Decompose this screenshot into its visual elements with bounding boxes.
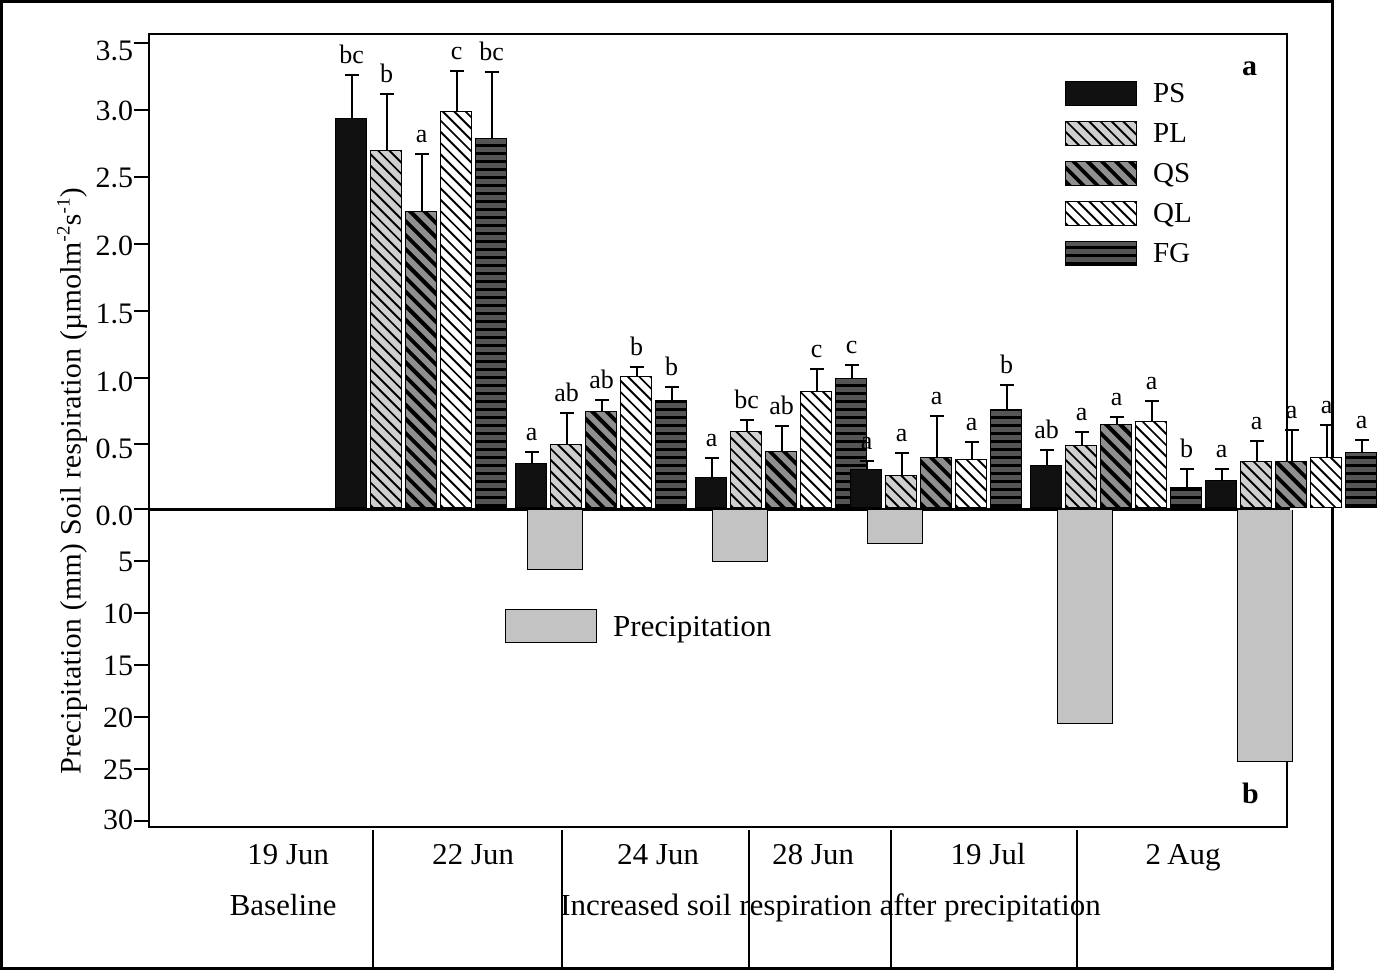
bar-ps-19-jun <box>335 118 367 508</box>
error-bar-cap <box>965 441 979 443</box>
significance-label: a <box>1320 390 1333 420</box>
y-tick-label-2.0: 2.0 <box>95 229 133 262</box>
error-bar <box>421 153 423 212</box>
error-bar <box>816 368 818 391</box>
significance-label: b <box>1180 434 1193 464</box>
x-tick-label-28-jun: 28 Jun <box>772 836 854 871</box>
error-bar-cap <box>1075 431 1089 433</box>
significance-label: bc <box>734 384 759 414</box>
significance-label: a <box>1285 395 1298 425</box>
error-bar <box>1046 449 1048 465</box>
y-tick-label-1.5: 1.5 <box>95 297 133 330</box>
error-bar-cap <box>705 457 719 459</box>
plot-area <box>148 33 1368 828</box>
bar-fg-22-jun <box>655 400 687 508</box>
significance-label: b <box>630 331 643 361</box>
bar-ql-22-jun <box>620 376 652 508</box>
significance-label: c <box>810 334 823 364</box>
significance-label: a <box>930 380 943 410</box>
error-bar-cap <box>1215 468 1229 470</box>
y-tick-label-10: 10 <box>103 597 133 630</box>
significance-label: b <box>1000 350 1013 380</box>
error-bar-cap <box>1145 400 1159 402</box>
error-bar <box>566 412 568 444</box>
bar-ql-28-jun <box>955 459 987 508</box>
bar-ps-24-jun <box>695 477 727 508</box>
x-tick-label-22-jun: 22 Jun <box>432 836 514 871</box>
legend-swatch-ql <box>1065 201 1137 226</box>
error-bar <box>1151 400 1153 421</box>
panel-letter-b: b <box>1242 777 1259 810</box>
bar-ps-22-jun <box>515 463 547 508</box>
y-tick-label-1.0: 1.0 <box>95 365 133 398</box>
error-bar-cap <box>1180 468 1194 470</box>
legend-label-precipitation: Precipitation <box>613 608 772 643</box>
legend-item-fg <box>1065 233 1280 273</box>
y-tick-label-3.5: 3.5 <box>95 34 133 67</box>
bar-pl-22-jun <box>550 444 582 508</box>
precipitation-bar-24-jun <box>712 510 768 562</box>
bar-ps-28-jun <box>850 469 882 508</box>
significance-label: a <box>1250 406 1263 436</box>
significance-label: c <box>845 330 858 360</box>
precipitation-bar-19-jul <box>1057 510 1113 724</box>
significance-label: a <box>1355 404 1368 434</box>
significance-label: bc <box>339 39 364 69</box>
error-bar <box>971 441 973 458</box>
error-bar-cap <box>1040 449 1054 451</box>
error-bar <box>711 457 713 477</box>
error-bar-cap <box>1355 439 1369 441</box>
x-tick-label-19-jul: 19 Jul <box>950 836 1026 871</box>
error-bar <box>386 93 388 150</box>
significance-label: a <box>705 423 718 453</box>
significance-label: a <box>895 418 908 448</box>
error-bar <box>1291 429 1293 461</box>
significance-label: ab <box>1034 415 1059 445</box>
error-bar <box>901 452 903 475</box>
legend-label-ql: QL <box>1153 196 1192 229</box>
bar-ql-19-jun <box>440 111 472 508</box>
significance-label: b <box>665 351 678 381</box>
error-bar-cap <box>415 153 429 155</box>
bar-pl-2-aug <box>1240 461 1272 508</box>
bar-ps-2-aug <box>1205 480 1237 508</box>
bar-qs-2-aug <box>1275 461 1307 508</box>
bar-ps-19-jul <box>1030 465 1062 508</box>
legend-swatch-qs <box>1065 161 1137 186</box>
error-bar <box>1006 384 1008 409</box>
legend-item-precipitation <box>505 608 771 644</box>
legend <box>1065 73 1280 273</box>
legend-label-qs: QS <box>1153 156 1191 189</box>
legend-item-ps <box>1065 73 1280 113</box>
significance-label: c <box>450 35 463 65</box>
precipitation-bar-22-jun <box>527 510 583 570</box>
x-tick-label-19-jun: 19 Jun <box>247 836 329 871</box>
x-group-label-baseline: Baseline <box>229 887 337 922</box>
y-axis-title: Precipitation (mm) Soil respiration $(\mu molm^{-2}s^{-1})$ <box>53 187 88 774</box>
bar-ql-24-jun <box>800 391 832 508</box>
error-bar <box>351 74 353 118</box>
significance-label: ab <box>769 391 794 421</box>
error-bar <box>491 71 493 138</box>
bar-pl-19-jul <box>1065 445 1097 508</box>
x-axis <box>148 830 1288 970</box>
y-tick-label-3.0: 3.0 <box>95 94 133 127</box>
error-bar <box>671 386 673 401</box>
bar-fg-19-jun <box>475 138 507 508</box>
legend-item-ql <box>1065 193 1280 233</box>
error-bar-cap <box>895 452 909 454</box>
significance-label: a <box>860 426 873 456</box>
error-bar-cap <box>485 71 499 73</box>
error-bar <box>781 425 783 450</box>
legend-swatch-fg <box>1065 241 1137 266</box>
bar-qs-22-jun <box>585 411 617 508</box>
error-bar <box>1326 424 1328 457</box>
bar-pl-24-jun <box>730 431 762 508</box>
error-bar-cap <box>845 364 859 366</box>
legend-swatch-ps <box>1065 81 1137 106</box>
legend-label-ps: PS <box>1153 76 1186 109</box>
y-tick-label-15: 15 <box>103 649 133 682</box>
error-bar-cap <box>1250 440 1264 442</box>
significance-label: bc <box>479 37 504 67</box>
legend-label-pl: PL <box>1153 116 1187 149</box>
significance-label: a <box>965 407 978 437</box>
x-tick-label-24-jun: 24 Jun <box>617 836 699 871</box>
significance-label: a <box>415 118 428 148</box>
significance-label: b <box>380 58 393 88</box>
bar-fg-19-jul <box>1170 487 1202 508</box>
significance-label: a <box>1075 396 1088 426</box>
legend-label-fg: FG <box>1153 236 1191 269</box>
y-tick-label-30: 30 <box>103 803 133 836</box>
error-bar-cap <box>665 386 679 388</box>
significance-label: ab <box>589 364 614 394</box>
y-tick-label-5: 5 <box>118 545 133 578</box>
error-bar-cap <box>450 70 464 72</box>
precipitation-bar-28-jun <box>867 510 923 544</box>
bar-pl-28-jun <box>885 475 917 508</box>
error-bar <box>1186 468 1188 487</box>
error-bar-cap <box>380 93 394 95</box>
x-group-label-increased: Increased soil respiration after precipitation <box>560 887 1101 922</box>
significance-label: a <box>1145 366 1158 396</box>
y-tick-label-0.0-top: 0.0 <box>95 499 133 532</box>
bar-ql-2-aug <box>1310 457 1342 508</box>
bar-pl-19-jun <box>370 150 402 508</box>
error-bar-cap <box>810 368 824 370</box>
legend-swatch-pl <box>1065 121 1137 146</box>
y-tick-label-2.5: 2.5 <box>95 161 133 194</box>
legend-item-pl <box>1065 113 1280 153</box>
significance-label: a <box>1215 434 1228 464</box>
error-bar <box>456 70 458 111</box>
error-bar-cap <box>1285 429 1299 431</box>
bar-ql-19-jul <box>1135 421 1167 508</box>
bar-qs-19-jul <box>1100 424 1132 508</box>
error-bar <box>936 415 938 458</box>
legend-item-qs <box>1065 153 1280 193</box>
error-bar-cap <box>860 460 874 462</box>
error-bar <box>1256 440 1258 461</box>
error-bar-cap <box>1110 416 1124 418</box>
bar-qs-28-jun <box>920 457 952 508</box>
bar-qs-24-jun <box>765 451 797 508</box>
y-tick-label-0.5: 0.5 <box>95 432 133 465</box>
error-bar-cap <box>1000 384 1014 386</box>
bar-qs-19-jun <box>405 211 437 508</box>
significance-label: a <box>525 416 538 446</box>
error-bar <box>1081 431 1083 446</box>
significance-label: a <box>1110 382 1123 412</box>
x-tick-label-2-aug: 2 Aug <box>1145 836 1221 871</box>
error-bar-cap <box>775 425 789 427</box>
legend-swatch-precipitation <box>505 609 597 643</box>
error-bar-cap <box>595 399 609 401</box>
error-bar-cap <box>560 412 574 414</box>
y-tick-label-25: 25 <box>103 753 133 786</box>
bar-fg-2-aug <box>1345 452 1377 508</box>
y-tick-label-20: 20 <box>103 701 133 734</box>
panel-letter-a: a <box>1242 49 1257 82</box>
precipitation-bar-2-aug <box>1237 510 1293 762</box>
error-bar-cap <box>525 451 539 453</box>
significance-label: ab <box>554 378 579 408</box>
